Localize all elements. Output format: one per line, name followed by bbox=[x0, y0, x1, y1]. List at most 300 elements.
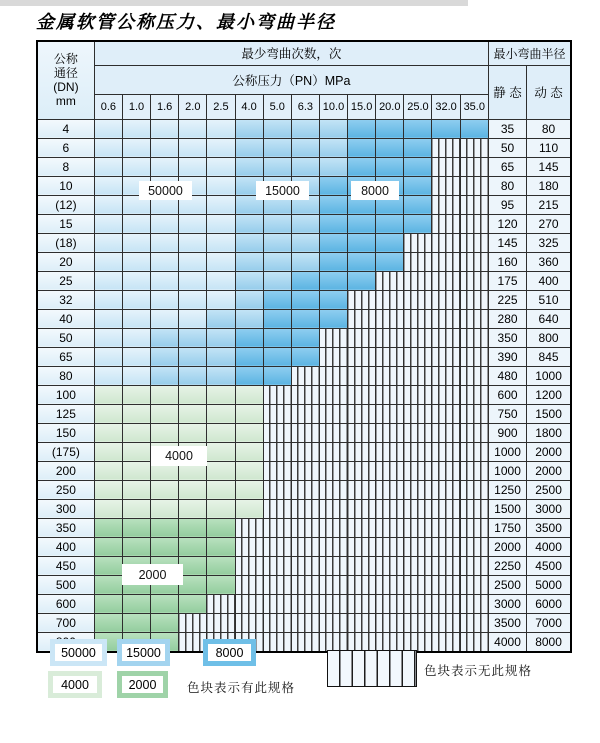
spec-cell bbox=[151, 480, 179, 499]
spec-cell bbox=[94, 594, 122, 613]
spec-table bbox=[36, 40, 572, 653]
dn-cell: 700 bbox=[37, 613, 94, 632]
no-spec-cell bbox=[432, 290, 460, 309]
cycles-2000-label: 2000 bbox=[122, 564, 183, 585]
spec-cell bbox=[151, 309, 179, 328]
spec-cell bbox=[432, 119, 460, 138]
spec-cell bbox=[122, 442, 150, 461]
spec-cell bbox=[348, 271, 376, 290]
spec-cell bbox=[207, 442, 235, 461]
dn-cell: 25 bbox=[37, 271, 94, 290]
spec-cell bbox=[263, 157, 291, 176]
dynamic-cell: 2000 bbox=[527, 442, 571, 461]
spec-cell bbox=[404, 157, 432, 176]
no-spec-cell bbox=[432, 347, 460, 366]
dynamic-cell: 3000 bbox=[527, 499, 571, 518]
table-row bbox=[37, 328, 571, 347]
spec-cell bbox=[263, 233, 291, 252]
spec-cell bbox=[94, 176, 122, 195]
no-spec-cell bbox=[376, 461, 404, 480]
no-spec-cell bbox=[348, 518, 376, 537]
pressure-header-cell: 4.0 bbox=[235, 94, 263, 119]
no-spec-cell bbox=[348, 461, 376, 480]
legend-swatch-2000 bbox=[117, 671, 168, 698]
spec-cell bbox=[122, 271, 150, 290]
no-spec-cell bbox=[460, 157, 488, 176]
spec-cell bbox=[122, 423, 150, 442]
spec-cell bbox=[319, 195, 347, 214]
spec-cell bbox=[151, 404, 179, 423]
spec-cell bbox=[122, 328, 150, 347]
spec-cell bbox=[94, 119, 122, 138]
no-spec-cell bbox=[460, 309, 488, 328]
spec-cell bbox=[376, 233, 404, 252]
legend-label-15000: 15000 bbox=[122, 644, 165, 661]
spec-cell bbox=[348, 157, 376, 176]
no-spec-cell bbox=[348, 423, 376, 442]
no-spec-cell bbox=[348, 575, 376, 594]
spec-cell bbox=[179, 138, 207, 157]
spec-cell bbox=[151, 499, 179, 518]
spec-cell bbox=[94, 499, 122, 518]
spec-cell bbox=[94, 157, 122, 176]
dn-cell: 8 bbox=[37, 157, 94, 176]
no-spec-cell bbox=[432, 157, 460, 176]
table-row bbox=[37, 575, 571, 594]
static-cell: 35 bbox=[488, 119, 526, 138]
spec-cell bbox=[94, 518, 122, 537]
cycles-15000-label: 15000 bbox=[256, 181, 309, 200]
static-header: 静 态 bbox=[488, 65, 526, 119]
dn-cell: 400 bbox=[37, 537, 94, 556]
table-row bbox=[37, 461, 571, 480]
no-spec-cell bbox=[263, 632, 291, 652]
no-spec-cell bbox=[376, 366, 404, 385]
dynamic-cell: 2000 bbox=[527, 461, 571, 480]
no-spec-cell bbox=[460, 537, 488, 556]
no-spec-cell bbox=[432, 195, 460, 214]
no-spec-cell bbox=[460, 271, 488, 290]
spec-cell bbox=[235, 366, 263, 385]
dn-cell: 15 bbox=[37, 214, 94, 233]
spec-cell bbox=[179, 157, 207, 176]
no-spec-cell bbox=[376, 290, 404, 309]
no-spec-cell bbox=[460, 423, 488, 442]
no-spec-cell bbox=[432, 233, 460, 252]
no-spec-cell bbox=[319, 537, 347, 556]
spec-cell bbox=[94, 537, 122, 556]
no-spec-cell bbox=[319, 461, 347, 480]
legend-swatch-8000 bbox=[203, 639, 256, 666]
spec-cell bbox=[404, 176, 432, 195]
no-spec-cell bbox=[432, 537, 460, 556]
spec-cell bbox=[94, 461, 122, 480]
no-spec-cell bbox=[376, 423, 404, 442]
spec-cell bbox=[348, 233, 376, 252]
spec-cell bbox=[151, 214, 179, 233]
no-spec-cell bbox=[348, 594, 376, 613]
spec-cell bbox=[94, 366, 122, 385]
static-cell: 120 bbox=[488, 214, 526, 233]
spec-cell bbox=[404, 119, 432, 138]
no-spec-cell bbox=[460, 518, 488, 537]
static-cell: 4000 bbox=[488, 632, 526, 652]
no-spec-cell bbox=[319, 442, 347, 461]
spec-cell bbox=[122, 537, 150, 556]
spec-cell bbox=[207, 518, 235, 537]
no-spec-cell bbox=[319, 518, 347, 537]
dn-cell: 125 bbox=[37, 404, 94, 423]
no-spec-cell bbox=[376, 594, 404, 613]
legend-swatch-15000 bbox=[117, 639, 170, 666]
static-cell: 145 bbox=[488, 233, 526, 252]
no-spec-cell bbox=[432, 328, 460, 347]
dn-cell: 20 bbox=[37, 252, 94, 271]
no-spec-cell bbox=[235, 575, 263, 594]
spec-cell bbox=[94, 309, 122, 328]
spec-cell bbox=[235, 252, 263, 271]
spec-cell bbox=[179, 385, 207, 404]
legend-no-spec-text: 色块表示无此规格 bbox=[424, 664, 533, 678]
pressure-header-cell: 2.0 bbox=[179, 94, 207, 119]
corner-line3: (DN) bbox=[53, 80, 79, 95]
pressure-header: 公称压力（PN）MPa bbox=[94, 65, 488, 94]
spec-cell bbox=[319, 309, 347, 328]
static-cell: 480 bbox=[488, 366, 526, 385]
pressure-header-cell: 1.0 bbox=[122, 94, 150, 119]
spec-cell bbox=[291, 138, 319, 157]
no-spec-cell bbox=[460, 176, 488, 195]
no-spec-cell bbox=[291, 423, 319, 442]
no-spec-cell bbox=[404, 594, 432, 613]
static-cell: 1250 bbox=[488, 480, 526, 499]
dn-cell: 450 bbox=[37, 556, 94, 575]
table-row bbox=[37, 537, 571, 556]
spec-cell bbox=[207, 138, 235, 157]
dynamic-cell: 1800 bbox=[527, 423, 571, 442]
spec-cell bbox=[151, 537, 179, 556]
spec-cell bbox=[122, 594, 150, 613]
static-cell: 390 bbox=[488, 347, 526, 366]
no-spec-cell bbox=[235, 613, 263, 632]
no-spec-cell bbox=[348, 442, 376, 461]
no-spec-cell bbox=[404, 309, 432, 328]
no-spec-cell bbox=[319, 594, 347, 613]
no-spec-cell bbox=[263, 575, 291, 594]
spec-cell bbox=[207, 347, 235, 366]
table-row bbox=[37, 556, 571, 575]
spec-cell bbox=[94, 271, 122, 290]
spec-cell bbox=[179, 119, 207, 138]
no-spec-cell bbox=[432, 366, 460, 385]
legend-label-50000: 50000 bbox=[55, 644, 102, 661]
no-spec-cell bbox=[460, 480, 488, 499]
static-cell: 1500 bbox=[488, 499, 526, 518]
spec-cell bbox=[151, 138, 179, 157]
spec-cell bbox=[235, 119, 263, 138]
spec-cell bbox=[235, 499, 263, 518]
no-spec-cell bbox=[404, 271, 432, 290]
spec-cell bbox=[122, 613, 150, 632]
spec-cell bbox=[151, 252, 179, 271]
spec-cell bbox=[460, 119, 488, 138]
spec-cell bbox=[207, 157, 235, 176]
dn-cell: 300 bbox=[37, 499, 94, 518]
static-cell: 900 bbox=[488, 423, 526, 442]
no-spec-cell bbox=[460, 442, 488, 461]
static-cell: 3500 bbox=[488, 613, 526, 632]
spec-cell bbox=[207, 233, 235, 252]
no-spec-cell bbox=[404, 632, 432, 652]
spec-cell bbox=[122, 404, 150, 423]
dynamic-cell: 7000 bbox=[527, 613, 571, 632]
table-row bbox=[37, 119, 571, 138]
spec-cell bbox=[235, 404, 263, 423]
dn-cell: 500 bbox=[37, 575, 94, 594]
no-spec-cell bbox=[460, 347, 488, 366]
dynamic-cell: 110 bbox=[527, 138, 571, 157]
spec-cell bbox=[263, 366, 291, 385]
spec-cell bbox=[122, 157, 150, 176]
spec-cell bbox=[122, 252, 150, 271]
spec-cell bbox=[376, 138, 404, 157]
pressure-header-cell: 5.0 bbox=[263, 94, 291, 119]
dynamic-cell: 215 bbox=[527, 195, 571, 214]
no-spec-cell bbox=[432, 632, 460, 652]
dynamic-header: 动 态 bbox=[527, 65, 571, 119]
no-spec-cell bbox=[348, 347, 376, 366]
dynamic-cell: 845 bbox=[527, 347, 571, 366]
dynamic-cell: 1000 bbox=[527, 366, 571, 385]
legend-hatch-swatch bbox=[327, 650, 417, 687]
dn-cell: (18) bbox=[37, 233, 94, 252]
spec-cell bbox=[151, 347, 179, 366]
spec-cell bbox=[235, 233, 263, 252]
pressure-header-cell: 35.0 bbox=[460, 94, 488, 119]
table-row bbox=[37, 214, 571, 233]
no-spec-cell bbox=[319, 347, 347, 366]
spec-cell bbox=[151, 233, 179, 252]
no-spec-cell bbox=[376, 404, 404, 423]
static-cell: 1750 bbox=[488, 518, 526, 537]
spec-cell bbox=[235, 290, 263, 309]
static-cell: 1000 bbox=[488, 461, 526, 480]
dynamic-cell: 8000 bbox=[527, 632, 571, 652]
spec-cell bbox=[122, 233, 150, 252]
spec-cell bbox=[179, 480, 207, 499]
no-spec-cell bbox=[376, 385, 404, 404]
dynamic-cell: 800 bbox=[527, 328, 571, 347]
no-spec-cell bbox=[235, 518, 263, 537]
pressure-header-cell: 2.5 bbox=[207, 94, 235, 119]
static-cell: 280 bbox=[488, 309, 526, 328]
no-spec-cell bbox=[376, 309, 404, 328]
no-spec-cell bbox=[460, 632, 488, 652]
corner-line1: 公称 bbox=[53, 52, 78, 67]
no-spec-cell bbox=[348, 404, 376, 423]
spec-cell bbox=[348, 252, 376, 271]
no-spec-cell bbox=[432, 423, 460, 442]
static-cell: 175 bbox=[488, 271, 526, 290]
no-spec-cell bbox=[460, 233, 488, 252]
no-spec-cell bbox=[348, 480, 376, 499]
spec-cell bbox=[291, 157, 319, 176]
spec-cell bbox=[404, 195, 432, 214]
spec-cell bbox=[319, 138, 347, 157]
no-spec-cell bbox=[319, 328, 347, 347]
spec-cell bbox=[348, 138, 376, 157]
no-spec-cell bbox=[348, 499, 376, 518]
spec-cell bbox=[179, 252, 207, 271]
no-spec-cell bbox=[404, 233, 432, 252]
spec-cell bbox=[319, 157, 347, 176]
spec-cell bbox=[207, 176, 235, 195]
no-spec-cell bbox=[263, 594, 291, 613]
spec-cell bbox=[291, 233, 319, 252]
dn-cell: 65 bbox=[37, 347, 94, 366]
spec-cell bbox=[291, 252, 319, 271]
no-spec-cell bbox=[432, 404, 460, 423]
pressure-header-cell: 32.0 bbox=[432, 94, 460, 119]
dynamic-cell: 1200 bbox=[527, 385, 571, 404]
spec-cell bbox=[207, 252, 235, 271]
spec-cell bbox=[94, 347, 122, 366]
spec-cell bbox=[263, 309, 291, 328]
spec-cell bbox=[122, 461, 150, 480]
no-spec-cell bbox=[460, 575, 488, 594]
spec-cell bbox=[151, 328, 179, 347]
spec-cell bbox=[291, 119, 319, 138]
spec-cell bbox=[235, 442, 263, 461]
no-spec-cell bbox=[348, 328, 376, 347]
spec-cell bbox=[348, 119, 376, 138]
spec-cell bbox=[376, 119, 404, 138]
no-spec-cell bbox=[460, 328, 488, 347]
spec-cell bbox=[122, 347, 150, 366]
no-spec-cell bbox=[207, 594, 235, 613]
spec-cell bbox=[179, 214, 207, 233]
spec-cell bbox=[319, 176, 347, 195]
spec-cell bbox=[151, 366, 179, 385]
no-spec-cell bbox=[460, 252, 488, 271]
no-spec-cell bbox=[460, 594, 488, 613]
table-header bbox=[37, 41, 571, 119]
cycles-50000-label: 50000 bbox=[139, 181, 192, 200]
no-spec-cell bbox=[432, 613, 460, 632]
no-spec-cell bbox=[263, 404, 291, 423]
dynamic-cell: 5000 bbox=[527, 575, 571, 594]
spec-cell bbox=[151, 290, 179, 309]
no-spec-cell bbox=[319, 632, 347, 652]
spec-cell bbox=[263, 119, 291, 138]
no-spec-cell bbox=[235, 556, 263, 575]
spec-cell bbox=[235, 328, 263, 347]
dn-cell: 80 bbox=[37, 366, 94, 385]
no-spec-cell bbox=[319, 404, 347, 423]
no-spec-cell bbox=[404, 556, 432, 575]
no-spec-cell bbox=[291, 385, 319, 404]
pressure-header-cell: 6.3 bbox=[291, 94, 319, 119]
dn-cell: 32 bbox=[37, 290, 94, 309]
no-spec-cell bbox=[319, 423, 347, 442]
table-row bbox=[37, 594, 571, 613]
spec-cell bbox=[207, 556, 235, 575]
spec-cell bbox=[179, 366, 207, 385]
no-spec-cell bbox=[348, 290, 376, 309]
no-spec-cell bbox=[376, 575, 404, 594]
bend-times-header: 最少弯曲次数，次 bbox=[94, 41, 488, 65]
spec-cell bbox=[376, 214, 404, 233]
spec-cell bbox=[179, 290, 207, 309]
no-spec-cell bbox=[263, 442, 291, 461]
no-spec-cell bbox=[348, 613, 376, 632]
no-spec-cell bbox=[460, 290, 488, 309]
spec-cell bbox=[291, 290, 319, 309]
no-spec-cell bbox=[263, 537, 291, 556]
no-spec-cell bbox=[291, 613, 319, 632]
spec-cell bbox=[94, 404, 122, 423]
radius-header: 最小弯曲半径 bbox=[488, 41, 571, 65]
no-spec-cell bbox=[376, 518, 404, 537]
no-spec-cell bbox=[404, 613, 432, 632]
static-cell: 2250 bbox=[488, 556, 526, 575]
no-spec-cell bbox=[404, 347, 432, 366]
spec-cell bbox=[179, 594, 207, 613]
spec-cell bbox=[122, 119, 150, 138]
no-spec-cell bbox=[348, 556, 376, 575]
spec-cell bbox=[348, 214, 376, 233]
no-spec-cell bbox=[376, 328, 404, 347]
spec-cell bbox=[179, 404, 207, 423]
pressure-header-cell: 15.0 bbox=[348, 94, 376, 119]
no-spec-cell bbox=[460, 138, 488, 157]
no-spec-cell bbox=[404, 423, 432, 442]
spec-cell bbox=[122, 366, 150, 385]
spec-cell bbox=[404, 214, 432, 233]
dynamic-cell: 3500 bbox=[527, 518, 571, 537]
no-spec-cell bbox=[432, 575, 460, 594]
no-spec-cell bbox=[348, 632, 376, 652]
pressure-header-cell: 0.6 bbox=[94, 94, 122, 119]
spec-cell bbox=[263, 347, 291, 366]
no-spec-cell bbox=[319, 556, 347, 575]
spec-cell bbox=[151, 385, 179, 404]
spec-cell bbox=[179, 499, 207, 518]
table-row bbox=[37, 157, 571, 176]
spec-cell bbox=[94, 575, 122, 594]
no-spec-cell bbox=[263, 461, 291, 480]
spec-cell bbox=[94, 214, 122, 233]
dynamic-cell: 325 bbox=[527, 233, 571, 252]
spec-cell bbox=[235, 138, 263, 157]
no-spec-cell bbox=[207, 613, 235, 632]
no-spec-cell bbox=[432, 442, 460, 461]
table-row bbox=[37, 252, 571, 271]
spec-cell bbox=[207, 119, 235, 138]
spec-cell bbox=[263, 328, 291, 347]
no-spec-cell bbox=[460, 613, 488, 632]
spec-cell bbox=[319, 233, 347, 252]
corner-header bbox=[37, 41, 94, 119]
spec-cell bbox=[94, 556, 122, 575]
static-cell: 350 bbox=[488, 328, 526, 347]
no-spec-cell bbox=[376, 271, 404, 290]
dynamic-cell: 2500 bbox=[527, 480, 571, 499]
no-spec-cell bbox=[432, 309, 460, 328]
spec-cell bbox=[122, 385, 150, 404]
spec-cell bbox=[122, 518, 150, 537]
static-cell: 3000 bbox=[488, 594, 526, 613]
